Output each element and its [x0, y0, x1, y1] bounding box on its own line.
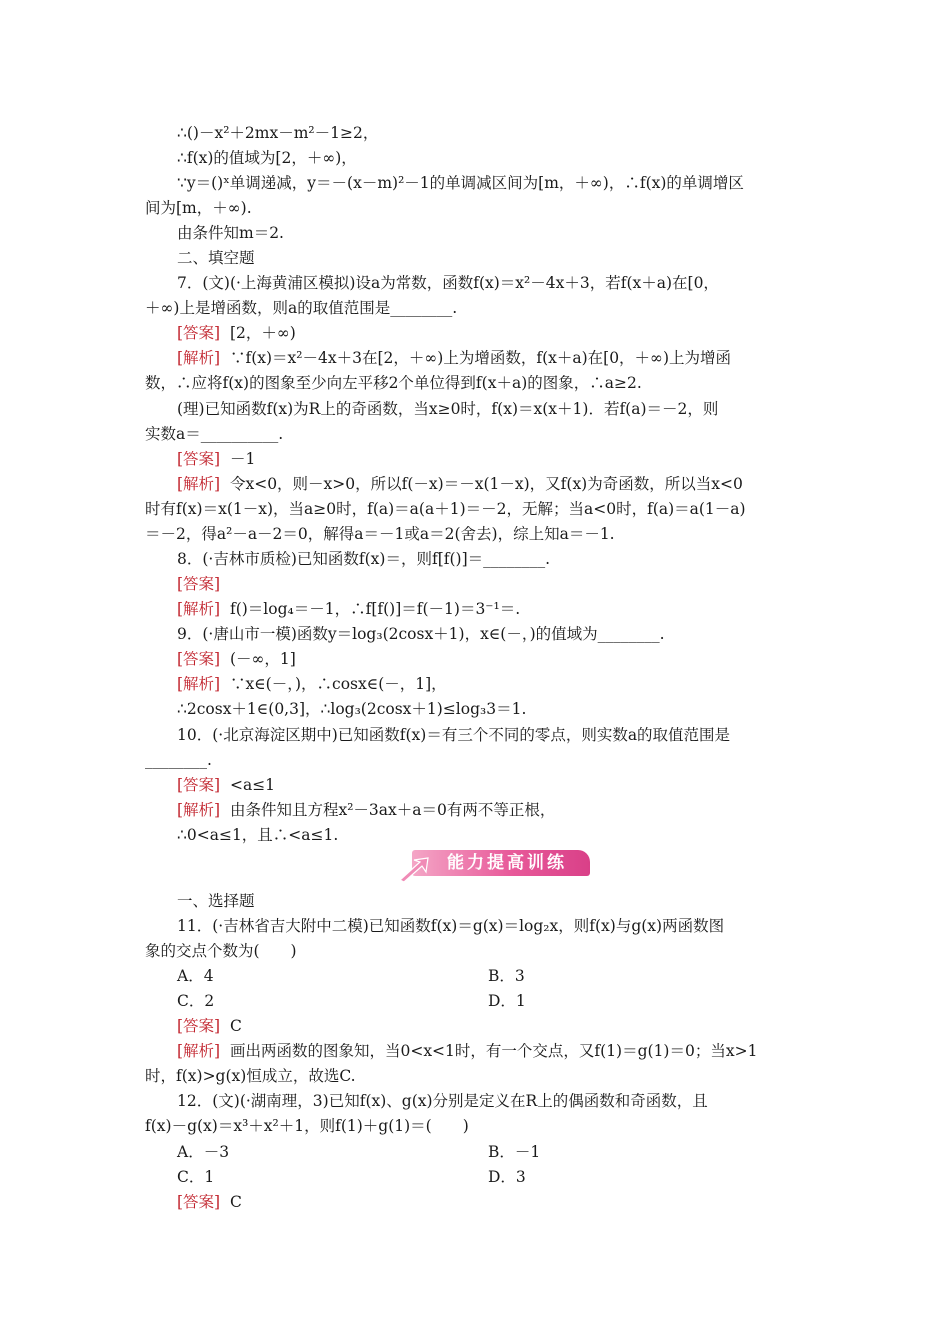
- text-line: ∴0<a≤1，且∴<a≤1.: [177, 826, 339, 844]
- option-a: A．4: [177, 967, 214, 985]
- section-heading: 一、选择题: [177, 892, 255, 910]
- text-line: 时，f(x)>g(x)恒成立，故选C.: [145, 1067, 356, 1085]
- answer-tag: [答案]: [177, 1193, 221, 1211]
- analysis-text: ∵f(x)＝x²－4x＋3在[2，＋∞)上为增函数，f(x＋a)在[0，＋∞)上为增函: [229, 349, 732, 367]
- answer-line: [177, 647, 842, 671]
- option-c: C．2: [177, 992, 215, 1010]
- answer-line: [177, 447, 842, 471]
- question-8: 8．(·吉林市质检)已知函数f(x)＝，则f[f()]＝________.: [177, 550, 551, 568]
- question-12: 12．(文)(·湖南理，3)已知f(x)、g(x)分别是定义在R上的偶函数和奇函数，且: [177, 1092, 708, 1110]
- question-7-li: (理)已知函数f(x)为R上的奇函数，当x≥0时，f(x)＝x(x＋1)．若f(a)＝－2，则: [177, 400, 719, 418]
- text-line: ∴2cosx＋1∈(0,3]，∴log₃(2cosx＋1)≤log₃3＝1.: [177, 700, 527, 718]
- analysis-tag: [解析]: [177, 600, 221, 618]
- option-a: A．－3: [177, 1143, 230, 1161]
- answer-tag: [答案]: [177, 1017, 221, 1035]
- text-line: ＋∞)上是增函数，则a的取值范围是________.: [145, 299, 458, 317]
- answer-tag: [答案]: [177, 650, 221, 668]
- analysis-tag: [解析]: [177, 801, 221, 819]
- text-line: 实数a＝__________.: [145, 425, 284, 443]
- text-line: ________.: [145, 751, 212, 769]
- answer-value: －1: [229, 450, 256, 468]
- analysis-line: [177, 672, 842, 696]
- text-line: ∴f(x)的值域为[2，＋∞)，: [177, 149, 357, 167]
- answer-line: [177, 572, 842, 596]
- answer-tag: [答案]: [177, 450, 221, 468]
- text-line: 间为[m，＋∞).: [145, 199, 252, 217]
- analysis-line: [177, 472, 842, 496]
- answer-tag: [答案]: [177, 575, 221, 593]
- analysis-tag: [解析]: [177, 475, 221, 493]
- analysis-line: [177, 346, 842, 370]
- option-b: B．－1: [488, 1143, 541, 1161]
- answer-value: C: [229, 1193, 242, 1211]
- answer-value: C: [229, 1017, 242, 1035]
- answer-value: [2，＋∞): [229, 324, 296, 342]
- question-10: 10．(·北京海淀区期中)已知函数f(x)＝有三个不同的零点，则实数a的取值范围是: [177, 726, 731, 744]
- answer-line: [177, 1014, 842, 1038]
- analysis-text: ∵x∈(－，)，∴cosx∈(－，1]，: [229, 675, 447, 693]
- text-line: f(x)－g(x)＝x³＋x²＋1，则f(1)＋g(1)＝( ): [145, 1117, 469, 1135]
- option-c: C．1: [177, 1168, 215, 1186]
- answer-line: [177, 1190, 842, 1214]
- answer-line: [177, 321, 842, 345]
- analysis-line: [177, 798, 842, 822]
- text-line: 象的交点个数为( ): [145, 942, 297, 960]
- banner-title: 能力提高训练: [447, 853, 567, 873]
- option-d: D．1: [488, 992, 526, 1010]
- analysis-tag: [解析]: [177, 1042, 221, 1060]
- text-line: ∴()－x²＋2mx－m²－1≥2，: [177, 124, 379, 142]
- analysis-text: 由条件知且方程x²－3ax＋a＝0有两不等正根，: [229, 801, 556, 819]
- analysis-tag: [解析]: [177, 675, 221, 693]
- answer-value: (－∞，1]: [229, 650, 296, 668]
- text-line: ＝－2，得a²－a－2＝0，解得a＝－1或a＝2(舍去)，综上知a＝－1.: [145, 525, 615, 543]
- text-line: ∵y＝()ˣ单调递减，y＝－(x－m)²－1的单调减区间为[m，＋∞)，∴f(x)的单调增区: [177, 174, 744, 192]
- answer-tag: [答案]: [177, 776, 221, 794]
- analysis-line: [177, 597, 842, 621]
- section-banner: [398, 846, 592, 882]
- analysis-text: f()＝log₄＝－1，∴f[f()]＝f(－1)＝3⁻¹＝.: [229, 600, 521, 618]
- answer-line: [177, 773, 842, 797]
- answer-tag: [答案]: [177, 324, 221, 342]
- analysis-text: 令x<0，则－x>0，所以f(－x)＝－x(1－x)，又f(x)为奇函数，所以当x<0: [229, 475, 743, 493]
- analysis-line: [177, 1039, 842, 1063]
- question-7: 7．(文)(·上海黄浦区模拟)设a为常数，函数f(x)＝x²－4x＋3，若f(x＋a)在[0，: [177, 274, 719, 292]
- analysis-tag: [解析]: [177, 349, 221, 367]
- analysis-text: 画出两函数的图象知，当0<x<1时，有一个交点，又f(1)＝g(1)＝0；当x>1: [229, 1042, 758, 1060]
- option-d: D．3: [488, 1168, 526, 1186]
- text-line: 由条件知m＝2.: [177, 224, 284, 242]
- question-11: 11．(·吉林省吉大附中二模)已知函数f(x)＝g(x)＝log₂x，则f(x)与g(x)两函数图: [177, 917, 725, 935]
- option-b: B．3: [488, 967, 525, 985]
- question-9: 9．(·唐山市一模)函数y＝log₃(2cosx＋1)，x∈(－，)的值域为________.: [177, 625, 665, 643]
- answer-value: <a≤1: [229, 776, 276, 794]
- text-line: 时有f(x)＝x(1－x)，当a≥0时，f(a)＝a(a＋1)＝－2，无解；当a<0时，f(a)＝a(1－a): [145, 500, 746, 518]
- text-line: 数，∴应将f(x)的图象至少向左平移2个单位得到f(x＋a)的图象，∴a≥2.: [145, 374, 642, 392]
- section-heading: 二、填空题: [177, 249, 255, 267]
